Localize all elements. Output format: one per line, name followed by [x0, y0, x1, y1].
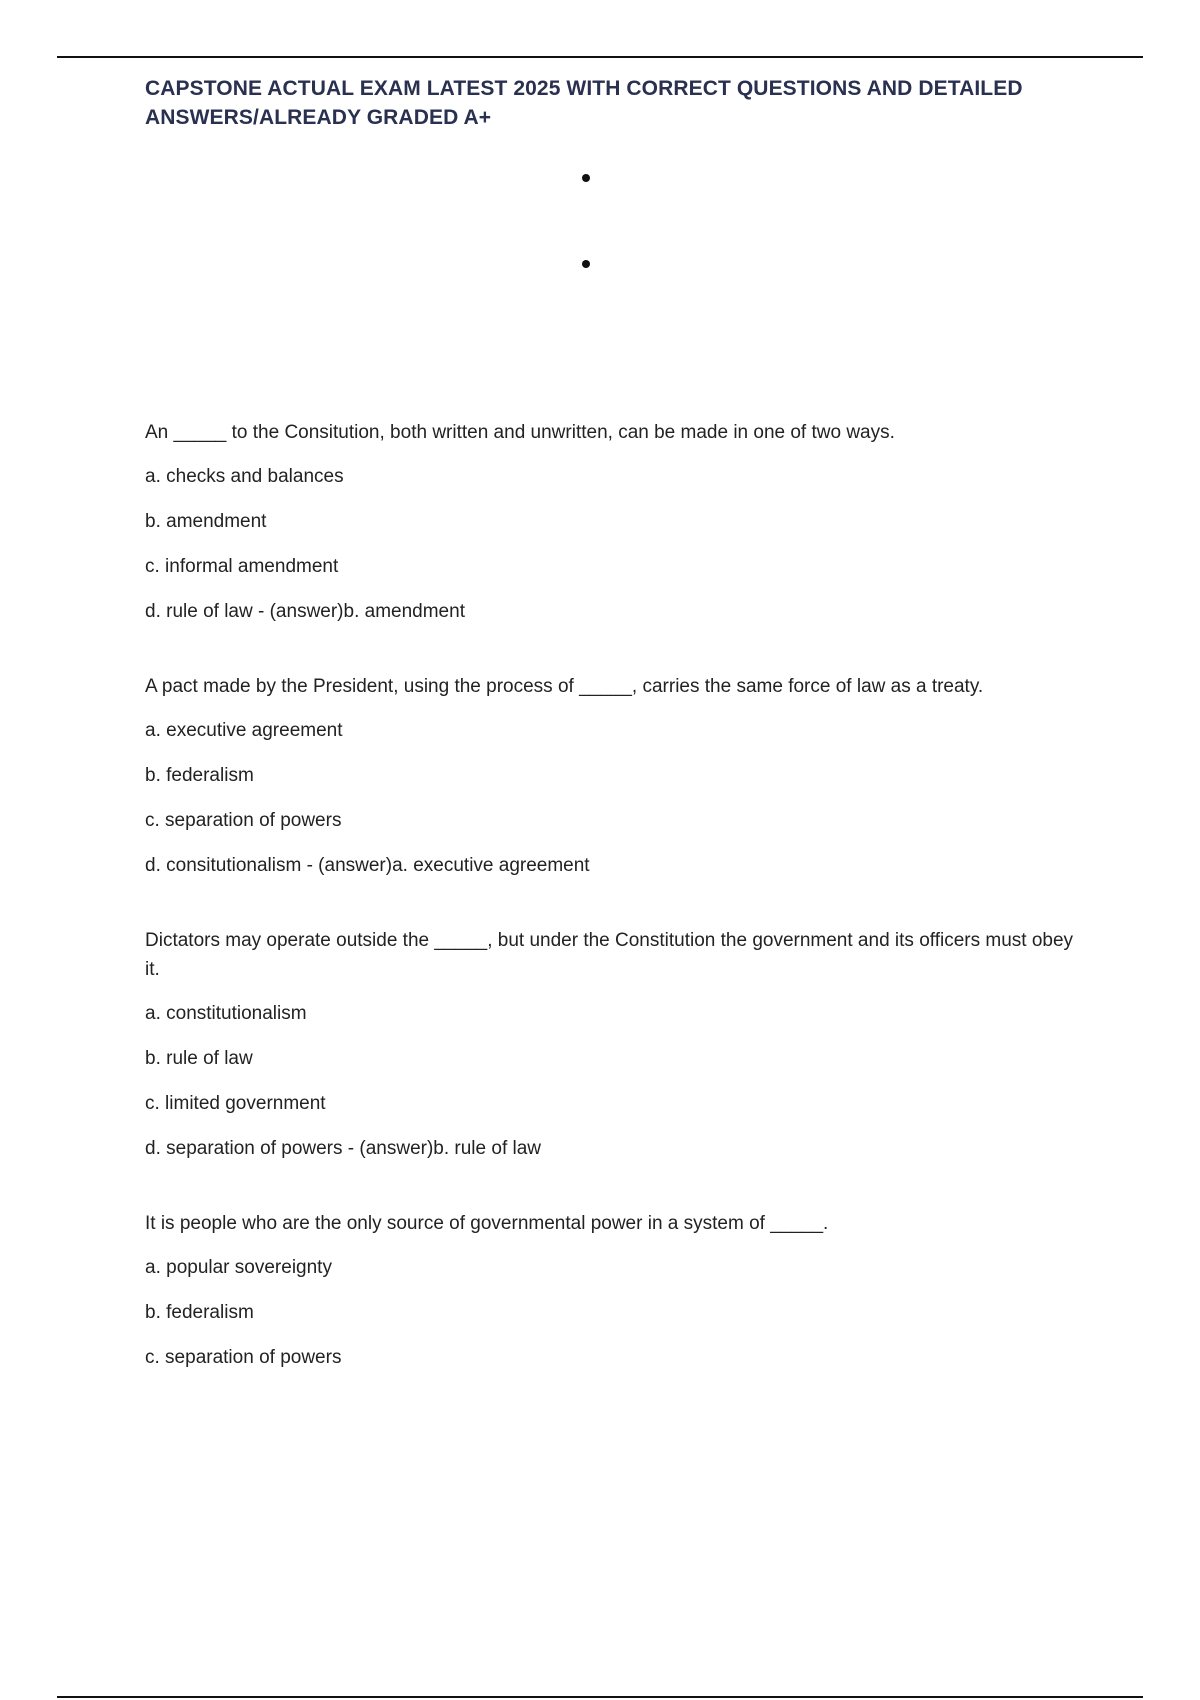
- question-list: [145, 418, 1075, 1418]
- question-1: [145, 418, 1075, 626]
- answer-option: c. limited government: [145, 1093, 326, 1114]
- answer-option: a. popular sovereignty: [145, 1257, 332, 1278]
- question-text: Dictators may operate outside the _____, but under the Constitution the government and its officers must obey it.: [145, 930, 1074, 980]
- answer-option: a. checks and balances: [145, 466, 344, 487]
- question-text: A pact made by the President, using the process of _____, carries the same force of law as a treaty.: [145, 676, 984, 697]
- answer-option: d. separation of powers - (answer)b. rule of law: [145, 1138, 542, 1159]
- question-4: [145, 1209, 1075, 1372]
- question-2: [145, 672, 1075, 880]
- answer-option: c. separation of powers: [145, 1347, 342, 1368]
- answer-option: a. executive agreement: [145, 720, 343, 741]
- answer-option: d. consitutionalism - (answer)a. executive agreement: [145, 855, 590, 876]
- question-3: [145, 926, 1075, 1163]
- answer-option: b. rule of law: [145, 1048, 253, 1069]
- answer-option: c. separation of powers: [145, 810, 342, 831]
- top-rule: [57, 56, 1143, 58]
- answer-option: b. federalism: [145, 1302, 254, 1323]
- answer-option: d. rule of law - (answer)b. amendment: [145, 601, 465, 622]
- bullet-point: [582, 174, 590, 182]
- answer-option: b. amendment: [145, 511, 267, 532]
- bullet-point: [582, 260, 590, 268]
- document-title: CAPSTONE ACTUAL EXAM LATEST 2025 WITH CORRECT QUESTIONS AND DETAILED ANSWERS/ALREADY GRADED A+: [145, 77, 1023, 129]
- answer-option: a. constitutionalism: [145, 1003, 307, 1024]
- answer-option: c. informal amendment: [145, 556, 339, 577]
- question-text: An _____ to the Consitution, both written and unwritten, can be made in one of two ways.: [145, 422, 895, 443]
- answer-option: b. federalism: [145, 765, 254, 786]
- question-text: It is people who are the only source of governmental power in a system of _____.: [145, 1213, 829, 1234]
- bottom-rule: [57, 1696, 1143, 1698]
